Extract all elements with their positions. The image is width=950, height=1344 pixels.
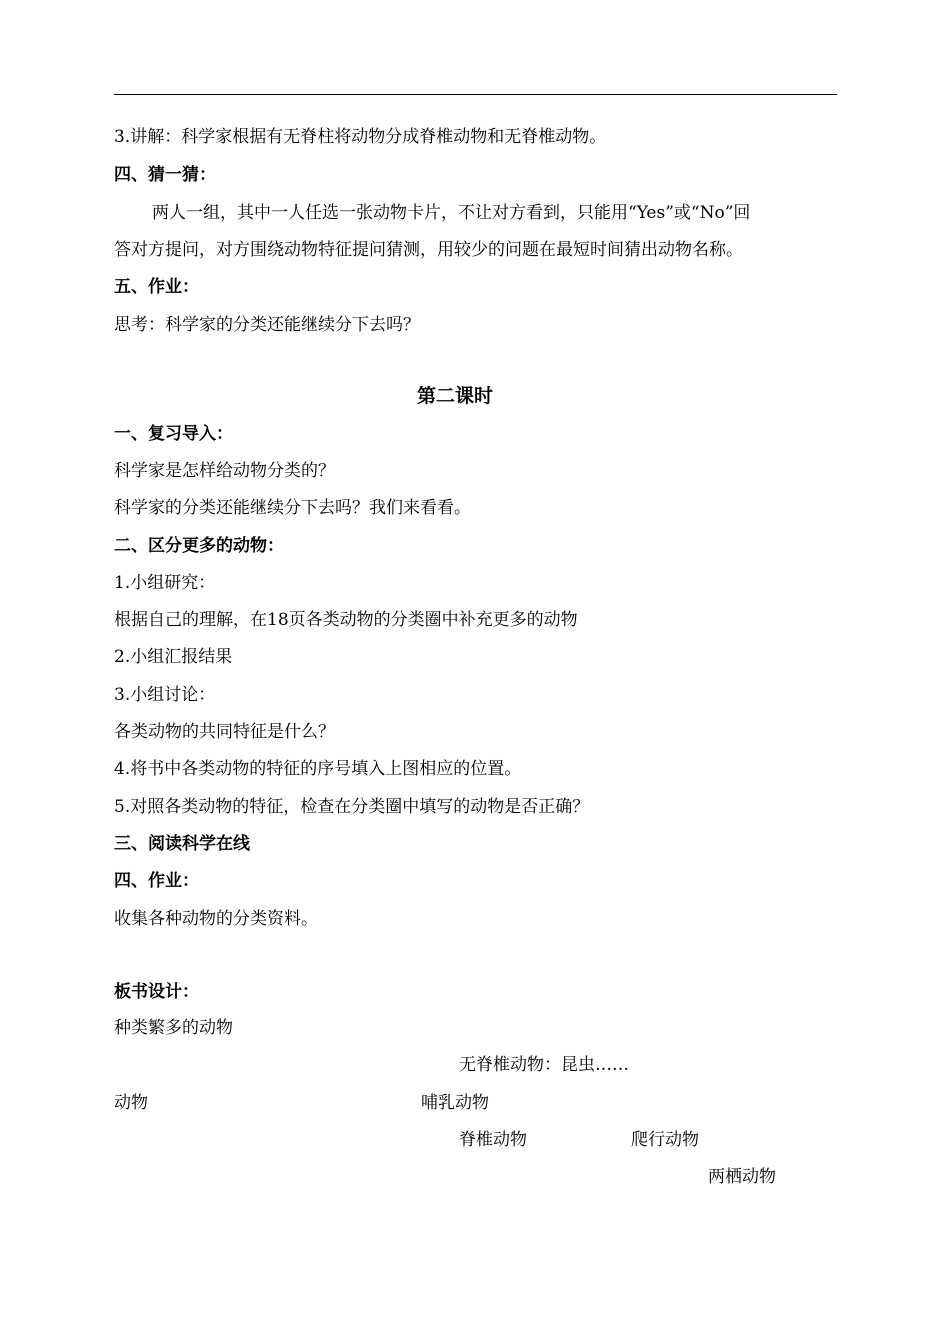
- explain-paragraph: 3.讲解：科学家根据有无脊柱将动物分成脊椎动物和无脊椎动物。: [114, 127, 607, 147]
- homework-question-1: 思考：科学家的分类还能继续分下去吗？: [114, 315, 420, 335]
- review-question-1: 科学家是怎样给动物分类的？: [114, 461, 335, 481]
- section-heading-homework-2: 四、作业：: [114, 871, 199, 891]
- section-heading-review: 一、复习导入：: [114, 424, 233, 444]
- review-question-2: 科学家的分类还能继续分下去吗？我们来看看。: [114, 498, 471, 518]
- board-mammal: 哺乳动物: [421, 1093, 489, 1113]
- header-rule: [114, 94, 837, 95]
- board-root-animal: 动物: [114, 1093, 148, 1113]
- step-4: 4.将书中各类动物的特征的序号填入上图相应的位置。: [114, 759, 522, 779]
- section-heading-guess: 四、猜一猜：: [114, 165, 216, 185]
- step-3: 3.小组讨论：: [114, 685, 216, 705]
- step-1: 1.小组研究：: [114, 573, 216, 593]
- guess-game-line-2: 答对方提问，对方围绕动物特征提问猜测，用较少的问题在最短时间猜出动物名称。: [114, 240, 743, 260]
- section-heading-homework-1: 五、作业：: [114, 277, 199, 297]
- step-5: 5.对照各类动物的特征，检查在分类圈中填写的动物是否正确？: [114, 797, 590, 817]
- step-3-detail: 各类动物的共同特征是什么？: [114, 722, 335, 742]
- board-vertebrate: 脊椎动物: [459, 1130, 527, 1150]
- board-reptile: 爬行动物: [631, 1130, 699, 1150]
- step-2: 2.小组汇报结果: [114, 647, 233, 667]
- board-invertebrate: 无脊椎动物：昆虫……: [459, 1055, 629, 1075]
- step-1-detail: 根据自己的理解，在18页各类动物的分类圈中补充更多的动物: [114, 610, 578, 630]
- homework-2: 收集各种动物的分类资料。: [114, 909, 318, 929]
- board-amphibian: 两栖动物: [708, 1167, 776, 1187]
- section-heading-distinguish: 二、区分更多的动物：: [114, 536, 284, 556]
- section-heading-reading: 三、阅读科学在线: [114, 834, 250, 854]
- lesson-2-title: 第二课时: [416, 385, 493, 407]
- board-topic: 种类繁多的动物: [114, 1018, 233, 1038]
- guess-game-line-1: 两人一组，其中一人任选一张动物卡片，不让对方看到，只能用“Yes”或“No”回: [152, 203, 751, 223]
- board-design-heading: 板书设计：: [114, 982, 199, 1002]
